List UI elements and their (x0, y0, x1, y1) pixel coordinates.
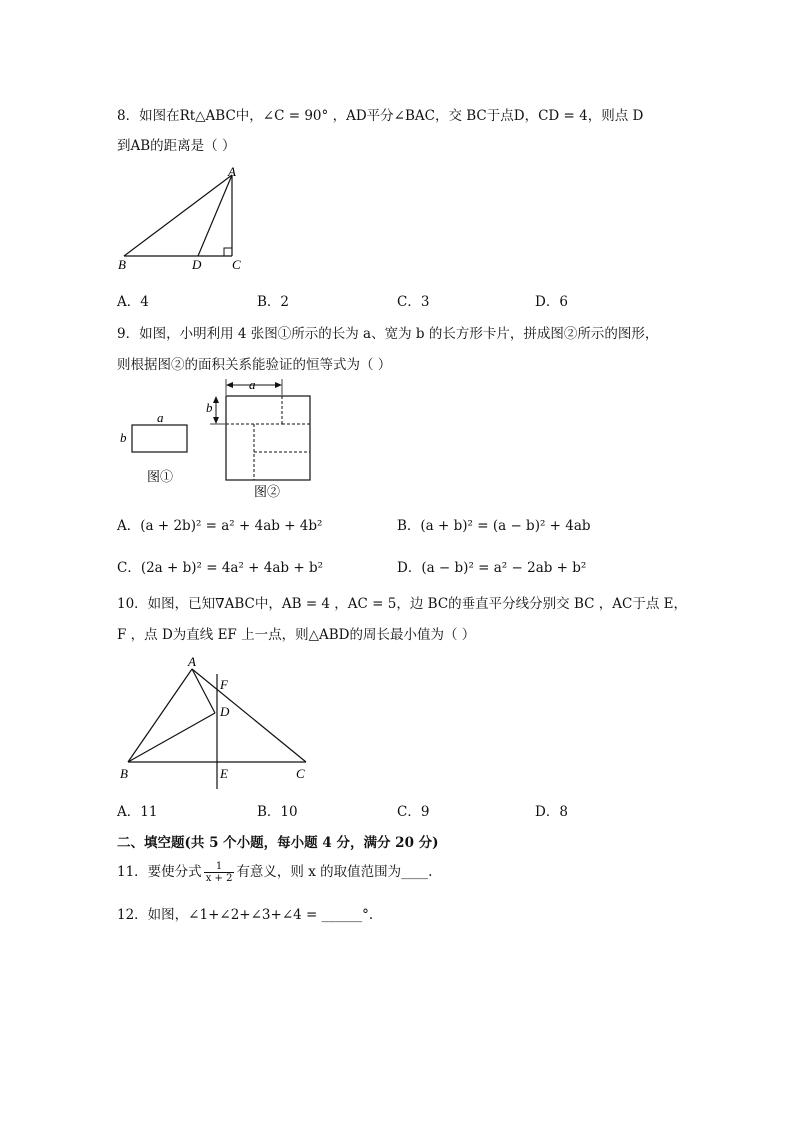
q11-fraction (204, 861, 235, 884)
q11-frac-denominator: x + 2 (205, 873, 233, 884)
q10-label-c: C (296, 766, 305, 781)
q9-figure (112, 376, 322, 502)
q9-fig2-dim-b-arrow-bottom (213, 417, 219, 424)
q8-label-d: D (192, 257, 202, 272)
q9-fig1-caption: 图① (147, 469, 174, 484)
q10-label-e: E (220, 766, 228, 781)
q10-label-b: B (120, 766, 128, 781)
q9-option-c[interactable]: C．(2a + b)² = 4a² + 4ab + b² (117, 560, 324, 576)
q9-fig2-label-a: a (249, 377, 256, 392)
q8-figure (112, 165, 252, 275)
q8-stem-line1: 8．如图在Rt△ABC中，∠C = 90° ，AD平分∠BAC，交 BC于点D，CD = 4，则点 D (117, 108, 644, 124)
q9-fig2-label-b: b (206, 400, 213, 415)
q10-option-d[interactable]: D．8 (535, 804, 568, 820)
q8-option-c[interactable]: C．3 (397, 294, 430, 310)
q8-label-a: A (228, 165, 236, 179)
q10-label-d: D (220, 704, 230, 719)
q9-option-a[interactable]: A．(a + 2b)² = a² + 4ab + 4b² (117, 518, 323, 534)
q9-fig1-label-b: b (120, 430, 127, 445)
q9-fig2-square (226, 396, 310, 480)
q10-stem-line1: 10．如图，已知∇ABC中，AB = 4 ，AC = 5，边 BC的垂直平分线分别交 BC ，AC于点 E， (117, 596, 687, 612)
q8-label-c: C (232, 257, 241, 272)
q8-right-angle-mark (224, 248, 232, 256)
q11-prefix: 11．要使分式 (117, 864, 202, 880)
q11-suffix: 有意义，则 x 的取值范围为____. (236, 864, 433, 880)
q8-option-d[interactable]: D．6 (535, 294, 568, 310)
section-2-title: 二、填空题(共 5 个小题，每小题 4 分，满分 20 分) (117, 835, 439, 851)
q9-fig2-dim-a-arrow-right (275, 382, 282, 388)
q10-option-b[interactable]: B．10 (257, 804, 298, 820)
q9-stem-line1: 9．如图，小明利用 4 张图①所示的长为 a、宽为 b 的长方形卡片，拼成图②所示的图形， (117, 326, 659, 342)
q8-side-ab (124, 175, 232, 256)
q10-figure (112, 650, 322, 792)
q9-option-b[interactable]: B．(a + b)² = (a − b)² + 4ab (397, 518, 591, 534)
q10-option-c[interactable]: C．9 (397, 804, 430, 820)
q8-stem-line2: 到AB的距离是（ ） (117, 138, 236, 154)
q8-label-b: B (118, 257, 126, 272)
q9-fig1-label-a: a (157, 410, 164, 425)
q9-fig2-caption: 图② (254, 484, 281, 499)
q10-label-f: F (220, 677, 228, 692)
q10-side-ab (128, 669, 192, 762)
q9-fig2-dim-a-arrow-left (226, 382, 233, 388)
q10-segment-bd (128, 713, 215, 762)
q11-frac-numerator: 1 (204, 861, 235, 873)
q12-stem: 12．如图，∠1+∠2+∠3+∠4 = ______°. (117, 907, 374, 923)
q10-stem-line2: F ，点 D为直线 EF 上一点，则△ABD的周长最小值为（ ） (117, 627, 476, 643)
q10-side-ac (192, 669, 306, 762)
q10-label-a: A (188, 654, 196, 669)
q8-option-b[interactable]: B．2 (257, 294, 290, 310)
q9-stem-line2: 则根据图②的面积关系能验证的恒等式为（ ） (117, 357, 392, 373)
q9-option-d[interactable]: D．(a − b)² = a² − 2ab + b² (397, 560, 587, 576)
q10-segment-ad (192, 669, 215, 713)
q10-option-a[interactable]: A．11 (117, 804, 158, 820)
q11-stem (117, 860, 432, 884)
q9-fig2-dim-b-arrow-top (213, 396, 219, 403)
q8-option-a[interactable]: A．4 (117, 294, 149, 310)
q9-fig1-rectangle (132, 425, 187, 452)
